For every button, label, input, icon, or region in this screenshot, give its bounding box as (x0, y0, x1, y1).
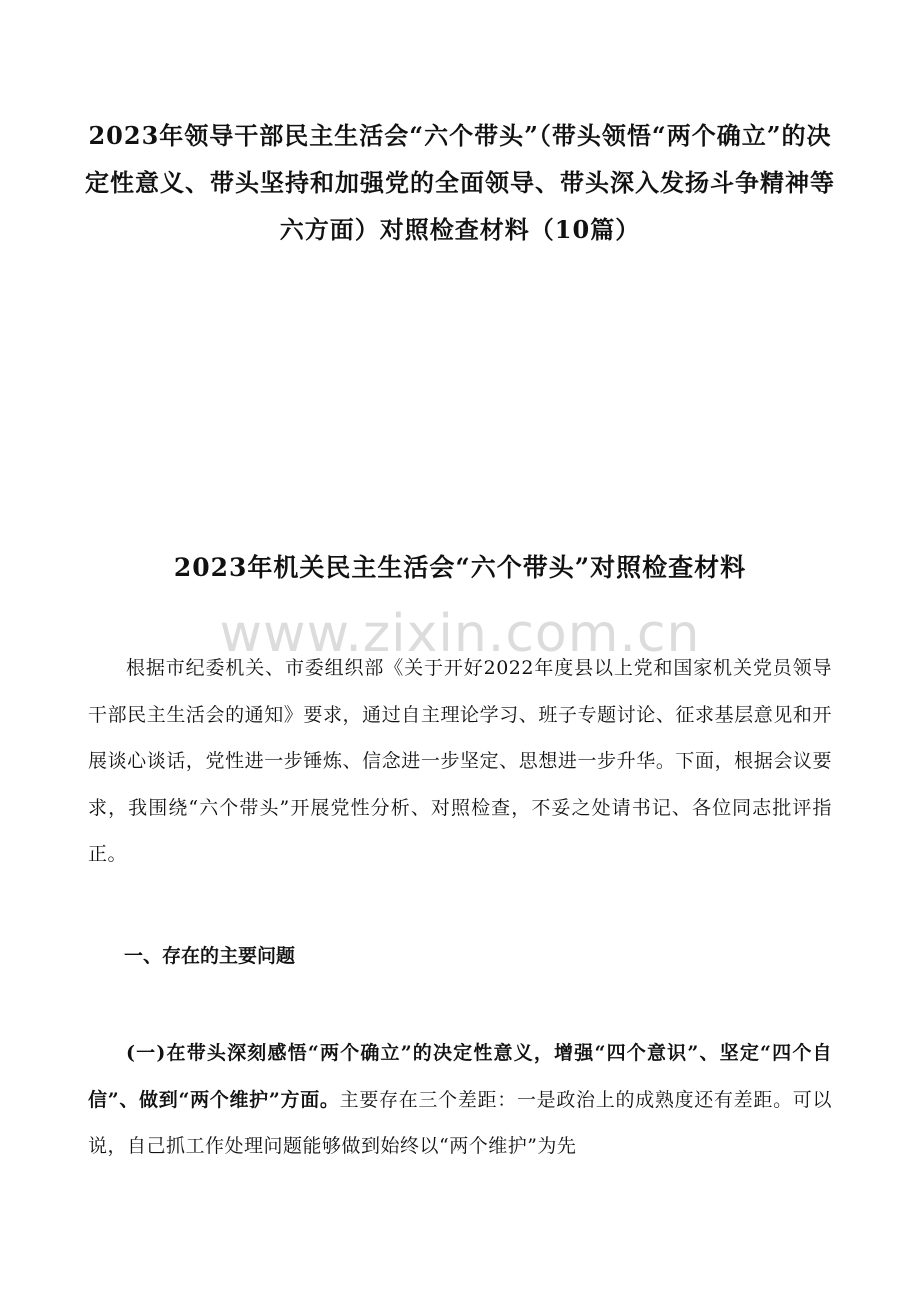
document-main-title: 2023年领导干部民主生活会“六个带头”（带头领悟“两个确立”的决定性意义、带头坚持和加强党的全面领导、带头深入发扬斗争精神等六方面）对照检查材料（10篇） (85, 121, 835, 244)
subsection-1-lead: (一)在带头深刻感悟“两个确立”的决定性意义，增强“四个意识”、坚定“四个自信”、做到“两个维护”方面。 (88, 1042, 832, 1111)
heading-problems: 一、存在的主要问题 (124, 945, 296, 967)
watermark-text: www.zixin.com.cn (219, 604, 701, 664)
subsection-1-paragraph (88, 1030, 832, 1170)
intro-paragraph: 根据市纪委机关、市委组织部《关于开好2022年度县以上党和国家机关党员领导干部民主生活会的通知》要求，通过自主理论学习、班子专题讨论、征求基层意见和开展谈心谈话，党性进一步锤炼、信念进一步坚定、思想进一步升华。下面，根据会议要求，我围绕“六个带头”开展党性分析、对照检查，不妥之处请书记、各位同志批评指正。 (88, 657, 832, 865)
subsection-1-body: 主要存在三个差距：一是政治上的成熟度还有差距。可以说，自己抓工作处理问题能够做到始终以“两个维护”为先 (88, 1088, 832, 1157)
section-title: 2023年机关民主生活会“六个带头”对照检查材料 (173, 553, 747, 582)
